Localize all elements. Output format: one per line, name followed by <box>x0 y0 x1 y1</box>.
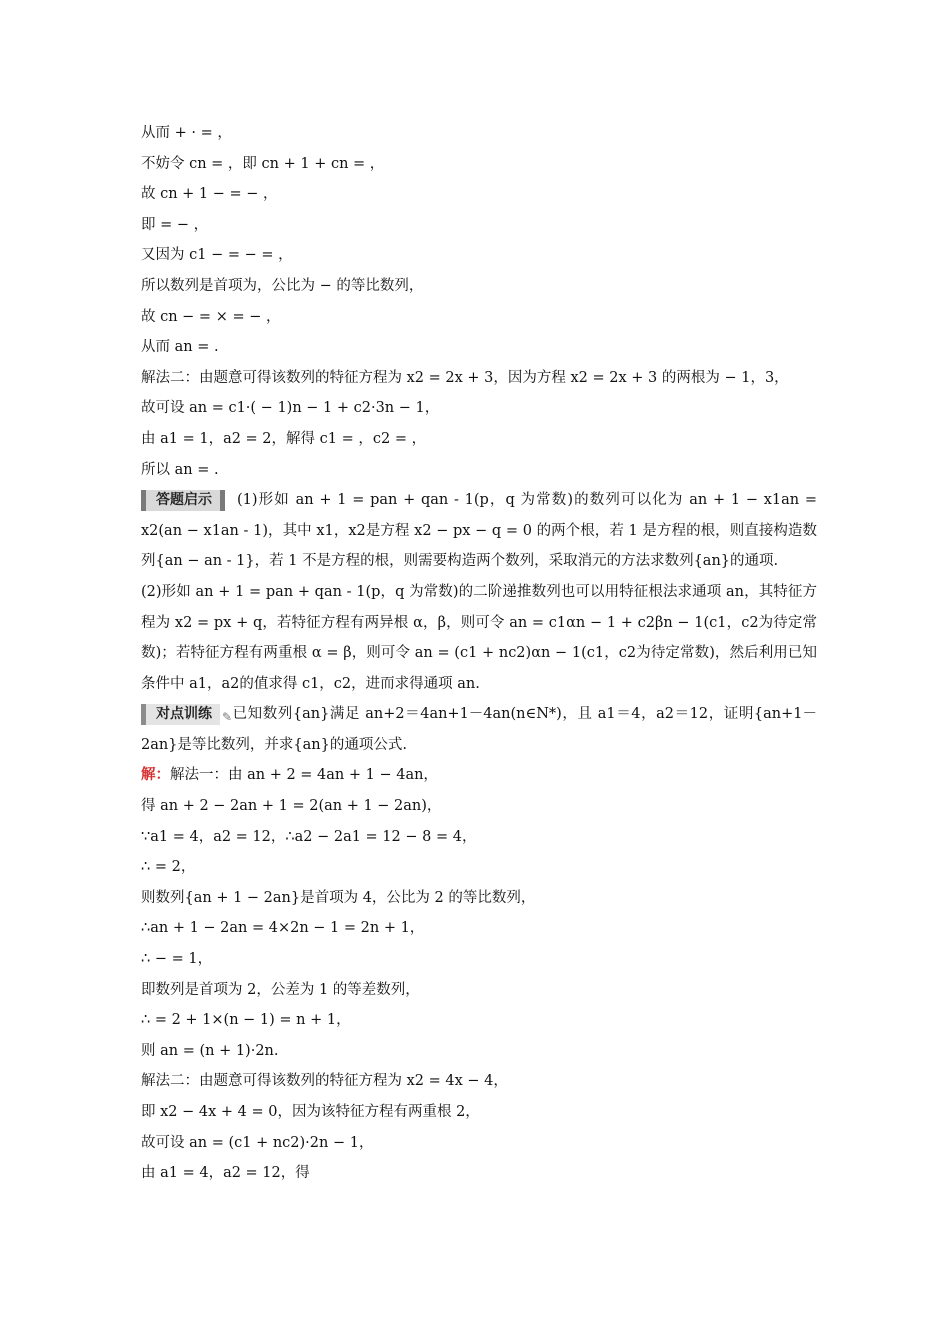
text-line: 则 an = (n + 1)·2n. <box>141 1042 279 1059</box>
text-line: 则数列{an + 1 − 2an}是首项为 4，公比为 2 的等比数列， <box>141 889 536 906</box>
text-line: 不妨令 cn = ，即 cn + 1 + cn = ， <box>141 155 385 172</box>
training-badge <box>141 704 232 725</box>
text-line: ∴ − = 1， <box>141 951 213 968</box>
training-section <box>141 699 817 791</box>
text-line: 所以数列是首项为，公比为 − 的等比数列， <box>141 277 424 294</box>
document-page <box>141 118 817 1189</box>
text-line: 所以 an = . <box>141 461 219 478</box>
text-line: 故可设 an = c1·( − 1)n − 1 + c2·3n − 1， <box>141 400 440 417</box>
text-line: 即数列是首项为 2，公差为 1 的等差数列， <box>141 981 420 998</box>
answer-first-line: 解法一：由 an + 2 = 4an + 1 − 4an， <box>170 767 438 784</box>
text-line: 又因为 c1 − = − = ， <box>141 247 293 264</box>
text-line: ∵a1 = 4，a2 = 12，∴a2 − 2a1 = 12 − 8 = 4， <box>141 828 477 845</box>
text-line: 故 cn − = × = − ， <box>141 308 281 325</box>
solution-lines-part2 <box>141 791 817 1189</box>
text-line: ∴ = 2， <box>141 859 196 876</box>
text-line: 即 x2 − 4x + 4 = 0，因为该特征方程有两重根 2， <box>141 1104 480 1120</box>
text-line: 解法二：由题意可得该数列的特征方程为 x2 = 4x − 4， <box>141 1073 508 1090</box>
text-line: 从而 an = . <box>141 339 219 356</box>
text-line: 从而 + · = ， <box>141 125 232 141</box>
text-line: 故可设 an = (c1 + nc2)·2n − 1， <box>141 1134 374 1151</box>
answer-tip-badge: 答题启示 <box>141 490 225 511</box>
tip-paragraph-2: (2)形如 an + 1 = pan + qan - 1(p，q 为常数)的二阶递推数列也可以用特征根法求通项 an，其特征方程为 x2 = px + q，若特征方程有两异根 α，β，则可令 an = c1αn − 1 + c2βn − 1(c1，c2为待定常数)；若特征方程有两重根 α = β，则可令 an = (c1 + nc2)αn − 1(c1，c2为待定常数)，然后利用已知条件中 a1，a2的值求得 c1，c2，进而求得通项 an. <box>141 583 817 692</box>
tip-paragraph-1: (1)形如 an + 1 = pan + qan - 1(p，q 为常数)的数列可以化为 an + 1 − x1an = x2(an − x1an - 1)，其中 x1，x2是方程 x2 − px − q = 0 的两个根，若 1 是方程的根，则直接构造数列{an − an - 1}，若 1 不是方程的根，则需要构造两个数列，采取消元的方法求数列{an}的通项. <box>141 492 817 570</box>
text-line: 由 a1 = 1，a2 = 2，解得 c1 = ，c2 = ， <box>141 430 427 447</box>
text-line: ∴an + 1 − 2an = 4×2n − 1 = 2n + 1， <box>141 920 425 937</box>
pen-icon: ✎ <box>221 709 232 724</box>
text-line: 由 a1 = 4，a2 = 12，得 <box>141 1165 310 1182</box>
training-problem: 已知数列{an}满足 an+2＝4an+1－4an(n∈N*)，且 a1＝4，a2＝12，证明{an+1－2an}是等比数列，并求{an}的通项公式. <box>141 706 817 753</box>
text-line: 故 cn + 1 − = − ， <box>141 186 278 203</box>
text-line: 解法二：由题意可得该数列的特征方程为 x2 = 2x + 3，因为方程 x2 = 2x + 3 的两根为 − 1，3， <box>141 369 789 386</box>
answer-tip-section <box>141 485 817 699</box>
text-line: 即 = − ， <box>141 216 209 233</box>
training-badge-label: 对点训练 <box>156 705 212 722</box>
text-line: ∴ = 2 + 1×(n − 1) = n + 1， <box>141 1012 351 1029</box>
text-line: 得 an + 2 − 2an + 1 = 2(an + 1 − 2an)， <box>141 798 442 815</box>
solution-lines-part1 <box>141 118 817 485</box>
answer-label: 解： <box>141 766 170 784</box>
